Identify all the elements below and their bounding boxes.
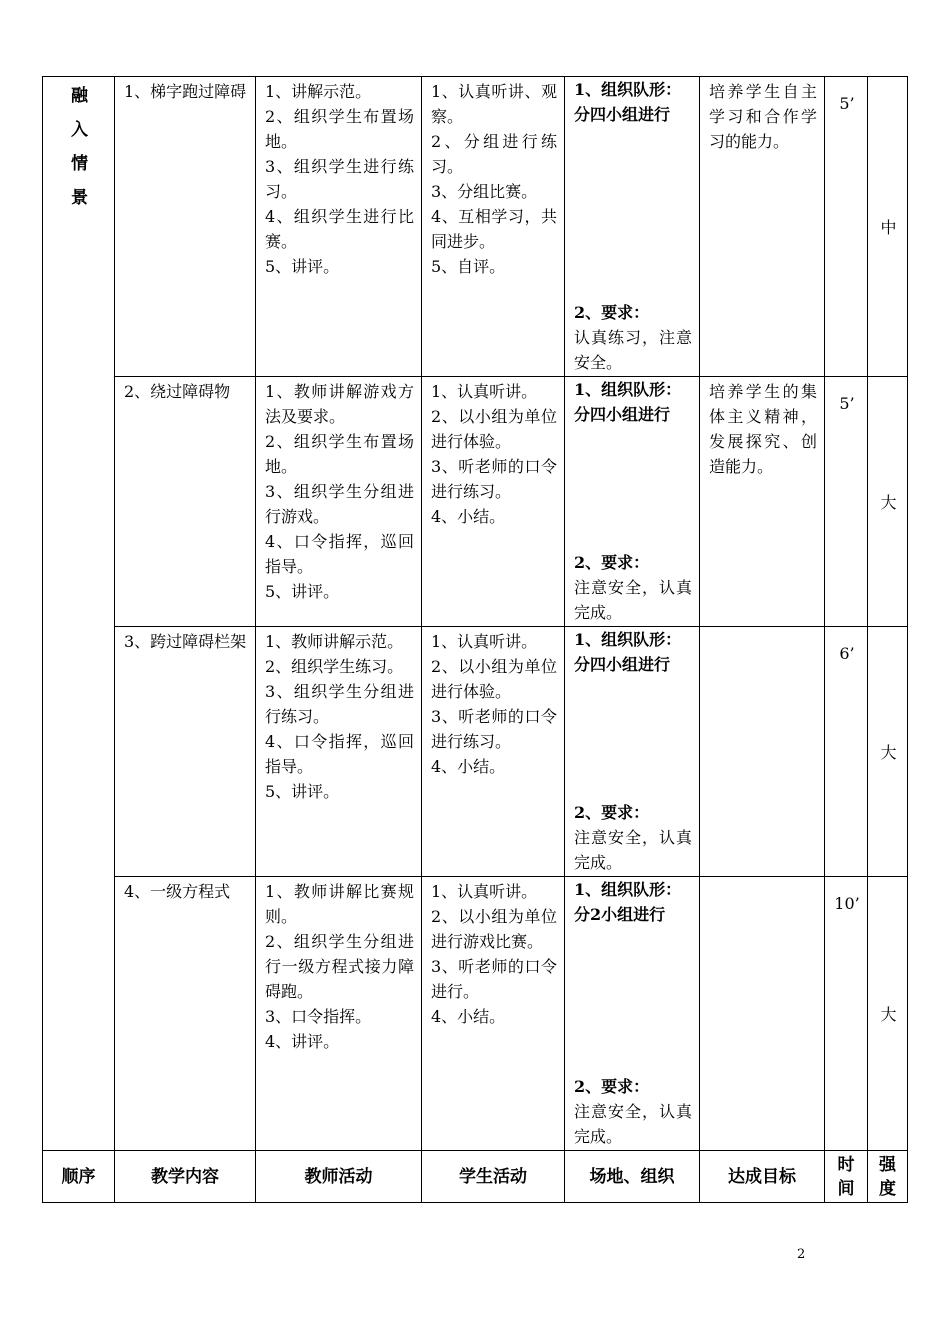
content-text: 1、梯字跑过障碍 — [124, 82, 247, 101]
student-activity-item: 2、以小组为单位进行体验。 — [431, 657, 557, 701]
section-label-char: 融 — [71, 86, 88, 106]
intensity-cell — [868, 77, 908, 377]
requirement-title: 2、要求： — [574, 1077, 650, 1096]
requirement-text: 认真练习，注意安全。 — [574, 328, 692, 372]
student-activity-item: 3、听老师的口令进行练习。 — [431, 457, 557, 501]
intensity-value: 大 — [880, 743, 897, 762]
student-activity-cell — [422, 377, 565, 627]
header-goal: 达成目标 — [700, 1151, 825, 1203]
teacher-activity-item: 3、组织学生进行练习。 — [265, 157, 414, 201]
section-label-char: 情 — [71, 154, 88, 174]
venue-organization-cell — [565, 627, 700, 877]
requirement-text: 注意安全，认真完成。 — [574, 578, 692, 622]
student-activity-item: 1、认真听讲。 — [431, 882, 538, 901]
teacher-activity-item: 2、组织学生练习。 — [265, 657, 404, 676]
intensity-value: 中 — [880, 218, 897, 237]
header-row — [43, 1151, 908, 1203]
student-activity-item: 3、听老师的口令进行练习。 — [431, 707, 557, 751]
goal-cell — [700, 627, 825, 877]
student-activity-item: 1、认真听讲、观察。 — [431, 82, 557, 126]
student-activity-item: 3、分组比赛。 — [431, 182, 538, 201]
intensity-cell — [868, 627, 908, 877]
student-activity-cell — [422, 77, 565, 377]
header-student: 学生活动 — [422, 1151, 565, 1203]
teacher-activity-item: 3、组织学生分组进行练习。 — [265, 682, 414, 726]
teacher-activity-item: 4、讲评。 — [265, 1032, 340, 1051]
content-text: 2、绕过障碍物 — [124, 382, 231, 401]
teacher-activity-item: 4、口令指挥，巡回指导。 — [265, 532, 414, 576]
content-cell — [115, 627, 256, 877]
header-content: 教学内容 — [115, 1151, 256, 1203]
teacher-activity-item: 3、组织学生分组进行游戏。 — [265, 482, 414, 526]
intensity-value: 大 — [880, 1005, 897, 1024]
time-value: 5’ — [839, 94, 855, 113]
formation-title: 1、组织队形：分2小组进行 — [574, 880, 682, 924]
requirement-text: 注意安全，认真完成。 — [574, 1102, 692, 1146]
time-cell — [825, 77, 868, 377]
teacher-activity-item: 4、组织学生进行比赛。 — [265, 207, 414, 251]
table-row — [43, 877, 908, 1151]
teacher-activity-item: 1、教师讲解比赛规则。 — [265, 882, 414, 926]
goal-text: 培养学生的集体主义精神，发展探究、创造能力。 — [709, 382, 817, 476]
goal-cell — [700, 877, 825, 1151]
intensity-cell — [868, 877, 908, 1151]
lesson-plan-table — [42, 76, 908, 1203]
teacher-activity-item: 3、口令指挥。 — [265, 1007, 372, 1026]
intensity-cell — [868, 377, 908, 627]
header-order: 顺序 — [43, 1151, 115, 1203]
requirement-title: 2、要求： — [574, 803, 650, 822]
teacher-activity-cell — [256, 627, 422, 877]
formation-title: 1、组织队形：分四小组进行 — [574, 630, 682, 674]
venue-organization-cell — [565, 877, 700, 1151]
header-intensity: 强度 — [868, 1151, 908, 1203]
student-activity-item: 1、认真听讲。 — [431, 632, 538, 651]
teacher-activity-cell — [256, 877, 422, 1151]
requirement-title: 2、要求： — [574, 553, 650, 572]
header-venue: 场地、组织 — [565, 1151, 700, 1203]
content-text: 3、跨过障碍栏架 — [124, 632, 247, 651]
table-row — [43, 77, 908, 377]
table-row — [43, 627, 908, 877]
table-row — [43, 377, 908, 627]
section-label — [52, 79, 107, 215]
venue-organization-cell — [565, 77, 700, 377]
teacher-activity-item: 5、讲评。 — [265, 257, 340, 276]
student-activity-item: 2、以小组为单位进行体验。 — [431, 407, 557, 451]
goal-cell — [700, 377, 825, 627]
time-value: 10’ — [834, 894, 860, 913]
section-label-cell — [43, 77, 115, 1151]
time-value: 5’ — [839, 394, 855, 413]
teacher-activity-item: 1、教师讲解示范。 — [265, 632, 404, 651]
student-activity-item: 3、听老师的口令进行。 — [431, 957, 557, 1001]
student-activity-item: 4、小结。 — [431, 507, 506, 526]
student-activity-item: 4、互相学习，共同进步。 — [431, 207, 557, 251]
student-activity-item: 4、小结。 — [431, 1007, 506, 1026]
teacher-activity-item: 2、组织学生分组进行一级方程式接力障碍跑。 — [265, 932, 414, 1001]
time-cell — [825, 877, 868, 1151]
student-activity-cell — [422, 627, 565, 877]
time-cell — [825, 377, 868, 627]
content-cell — [115, 77, 256, 377]
formation-title: 1、组织队形：分四小组进行 — [574, 80, 682, 124]
student-activity-cell — [422, 877, 565, 1151]
venue-organization-cell — [565, 377, 700, 627]
student-activity-item: 2、以小组为单位进行游戏比赛。 — [431, 907, 557, 951]
student-activity-item: 5、自评。 — [431, 257, 506, 276]
teacher-activity-item: 2、组织学生布置场地。 — [265, 107, 414, 151]
time-cell — [825, 627, 868, 877]
time-value: 6’ — [839, 644, 855, 663]
goal-text: 培养学生自主学习和合作学习的能力。 — [709, 82, 817, 151]
formation-title: 1、组织队形：分四小组进行 — [574, 380, 682, 424]
teacher-activity-item: 1、讲解示范。 — [265, 82, 372, 101]
requirement-text: 注意安全，认真完成。 — [574, 828, 692, 872]
student-activity-item: 1、认真听讲。 — [431, 382, 538, 401]
content-cell — [115, 377, 256, 627]
teacher-activity-item: 5、讲评。 — [265, 782, 340, 801]
header-teacher: 教师活动 — [256, 1151, 422, 1203]
section-label-char: 入 — [71, 120, 88, 140]
page-number: 2 — [797, 1247, 806, 1262]
section-label-char: 景 — [71, 188, 88, 208]
teacher-activity-cell — [256, 377, 422, 627]
table-body — [43, 77, 908, 1151]
teacher-activity-item: 5、讲评。 — [265, 582, 340, 601]
student-activity-item: 2、分组进行练习。 — [431, 132, 557, 176]
intensity-value: 大 — [880, 493, 897, 512]
teacher-activity-cell — [256, 77, 422, 377]
requirement-title: 2、要求： — [574, 303, 650, 322]
student-activity-item: 4、小结。 — [431, 757, 506, 776]
goal-cell — [700, 77, 825, 377]
teacher-activity-item: 2、组织学生布置场地。 — [265, 432, 414, 476]
teacher-activity-item: 1、教师讲解游戏方法及要求。 — [265, 382, 414, 426]
header-time: 时间 — [825, 1151, 868, 1203]
content-cell — [115, 877, 256, 1151]
teacher-activity-item: 4、口令指挥，巡回指导。 — [265, 732, 414, 776]
content-text: 4、一级方程式 — [124, 882, 231, 901]
